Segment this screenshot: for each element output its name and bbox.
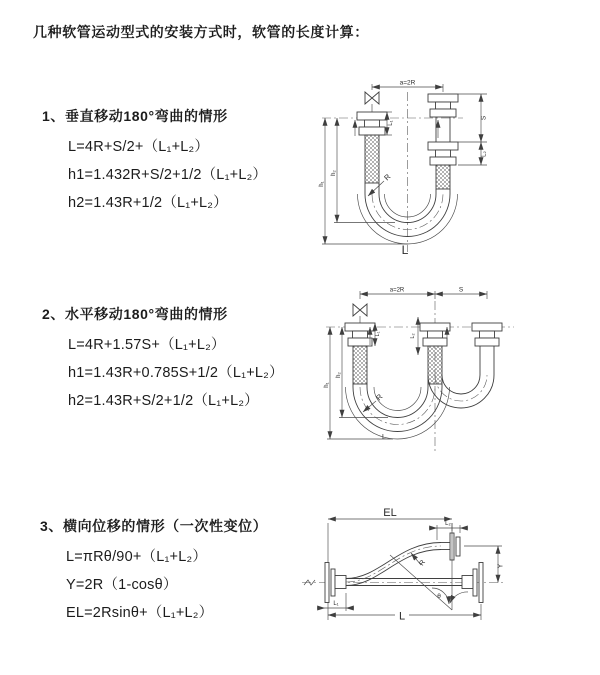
left-flange xyxy=(325,563,346,603)
dim-label-fit2: L₂ xyxy=(410,333,416,339)
left-fitting xyxy=(357,112,387,135)
dim-label-fit1: L₁ xyxy=(375,331,381,337)
dim-label-span: a=2R xyxy=(399,79,416,87)
diagram-lateral-displacement xyxy=(298,503,600,661)
section-3 xyxy=(40,516,267,633)
section-2 xyxy=(42,304,284,421)
right-fitting-lower xyxy=(428,142,458,165)
dim-label-radius: R xyxy=(374,392,385,403)
left-fitting xyxy=(345,323,375,346)
valve-icon xyxy=(353,304,367,323)
dim-label-el: EL xyxy=(383,507,397,519)
dim-label-angle: θ xyxy=(437,593,441,600)
dim-label-h1: h₁ xyxy=(324,382,330,388)
dim-span xyxy=(372,80,443,93)
dim-fit1 xyxy=(317,593,354,611)
dim-label-h1: h₁ xyxy=(319,181,325,187)
right-fitting-upper xyxy=(428,94,458,117)
dim-label-length: L xyxy=(382,434,386,441)
section-2-heading: 2、水平移动180°弯曲的情形 xyxy=(42,306,228,322)
section-2-formula-h2: h2=1.43R+S/2+1/2（L₁+L₂） xyxy=(68,393,259,409)
dim-label-y: Y xyxy=(497,563,505,569)
dim-label-stroke: S xyxy=(458,286,464,294)
dim-label-span: a=2R xyxy=(389,287,405,294)
section-3-heading: 3、横向位移的情形（一次性变位） xyxy=(40,518,268,534)
section-1-formula-h2: h2=1.43R+1/2（L₁+L₂） xyxy=(68,195,228,211)
dim-label-h2: h₂ xyxy=(331,170,337,176)
right-braided-hose xyxy=(436,165,450,189)
upper-flange xyxy=(441,533,460,560)
dim-label-fit2: L₂ xyxy=(445,521,451,527)
radius-leader xyxy=(363,392,385,412)
dim-label-stroke: S xyxy=(480,115,488,121)
left-braided-hose xyxy=(353,346,367,384)
middle-fitting xyxy=(420,323,450,346)
section-1-formula-l: L=4R+S/2+（L₁+L₂） xyxy=(68,139,210,155)
left-braided-hose xyxy=(365,135,379,183)
section-2-formula-l: L=4R+1.57S+（L₁+L₂） xyxy=(68,337,226,353)
valve-icon xyxy=(365,92,379,112)
dim-label-length: L xyxy=(401,243,409,257)
section-3-formula-l: L=πRθ/90+（L₁+L₂） xyxy=(66,549,208,565)
right-fitting xyxy=(472,323,502,346)
section-1-heading: 1、垂直移动180°弯曲的情形 xyxy=(42,108,228,124)
section-3-formula-el: EL=2Rsinθ+（L₁+L₂） xyxy=(66,605,214,621)
dim-fit1 xyxy=(375,323,381,346)
dim-fit2 xyxy=(458,142,488,165)
dim-label-fit1: L₁ xyxy=(333,601,339,607)
dim-label-length: L xyxy=(398,610,406,623)
dim-label-radius: R xyxy=(418,559,428,568)
page-title: 几种软管运动型式的安装方式时，软管的长度计算： xyxy=(33,24,369,40)
dim-label-fit1: L₁ xyxy=(388,120,394,126)
section-1 xyxy=(42,106,267,223)
dim-stroke xyxy=(435,287,487,295)
angle-construction xyxy=(390,523,468,610)
dim-label-radius: R xyxy=(382,172,393,183)
left-u-bend-arcs xyxy=(346,387,450,439)
dim-fit2 xyxy=(410,317,418,355)
dim-el xyxy=(328,507,452,620)
dim-h1 xyxy=(319,118,408,244)
dim-span xyxy=(360,288,487,300)
lower-right-flange xyxy=(462,563,483,603)
section-2-formula-h1: h1=1.43R+0.785S+1/2（L₁+L₂） xyxy=(68,365,284,381)
centerline-break-symbol xyxy=(304,580,315,585)
dim-label-fit2: L₂ xyxy=(481,151,488,157)
dim-fit2 xyxy=(429,521,468,540)
dim-length xyxy=(328,604,481,623)
diagram-vertical-180-bend xyxy=(315,76,585,258)
diagram-horizontal-180-bend xyxy=(318,283,518,455)
section-1-formula-h1: h1=1.432R+S/2+1/2（L₁+L₂） xyxy=(68,167,268,183)
s-curve-hose xyxy=(346,543,441,586)
section-3-formula-y: Y=2R（1-cosθ） xyxy=(66,577,178,593)
dim-label-h2: h₂ xyxy=(336,372,342,378)
